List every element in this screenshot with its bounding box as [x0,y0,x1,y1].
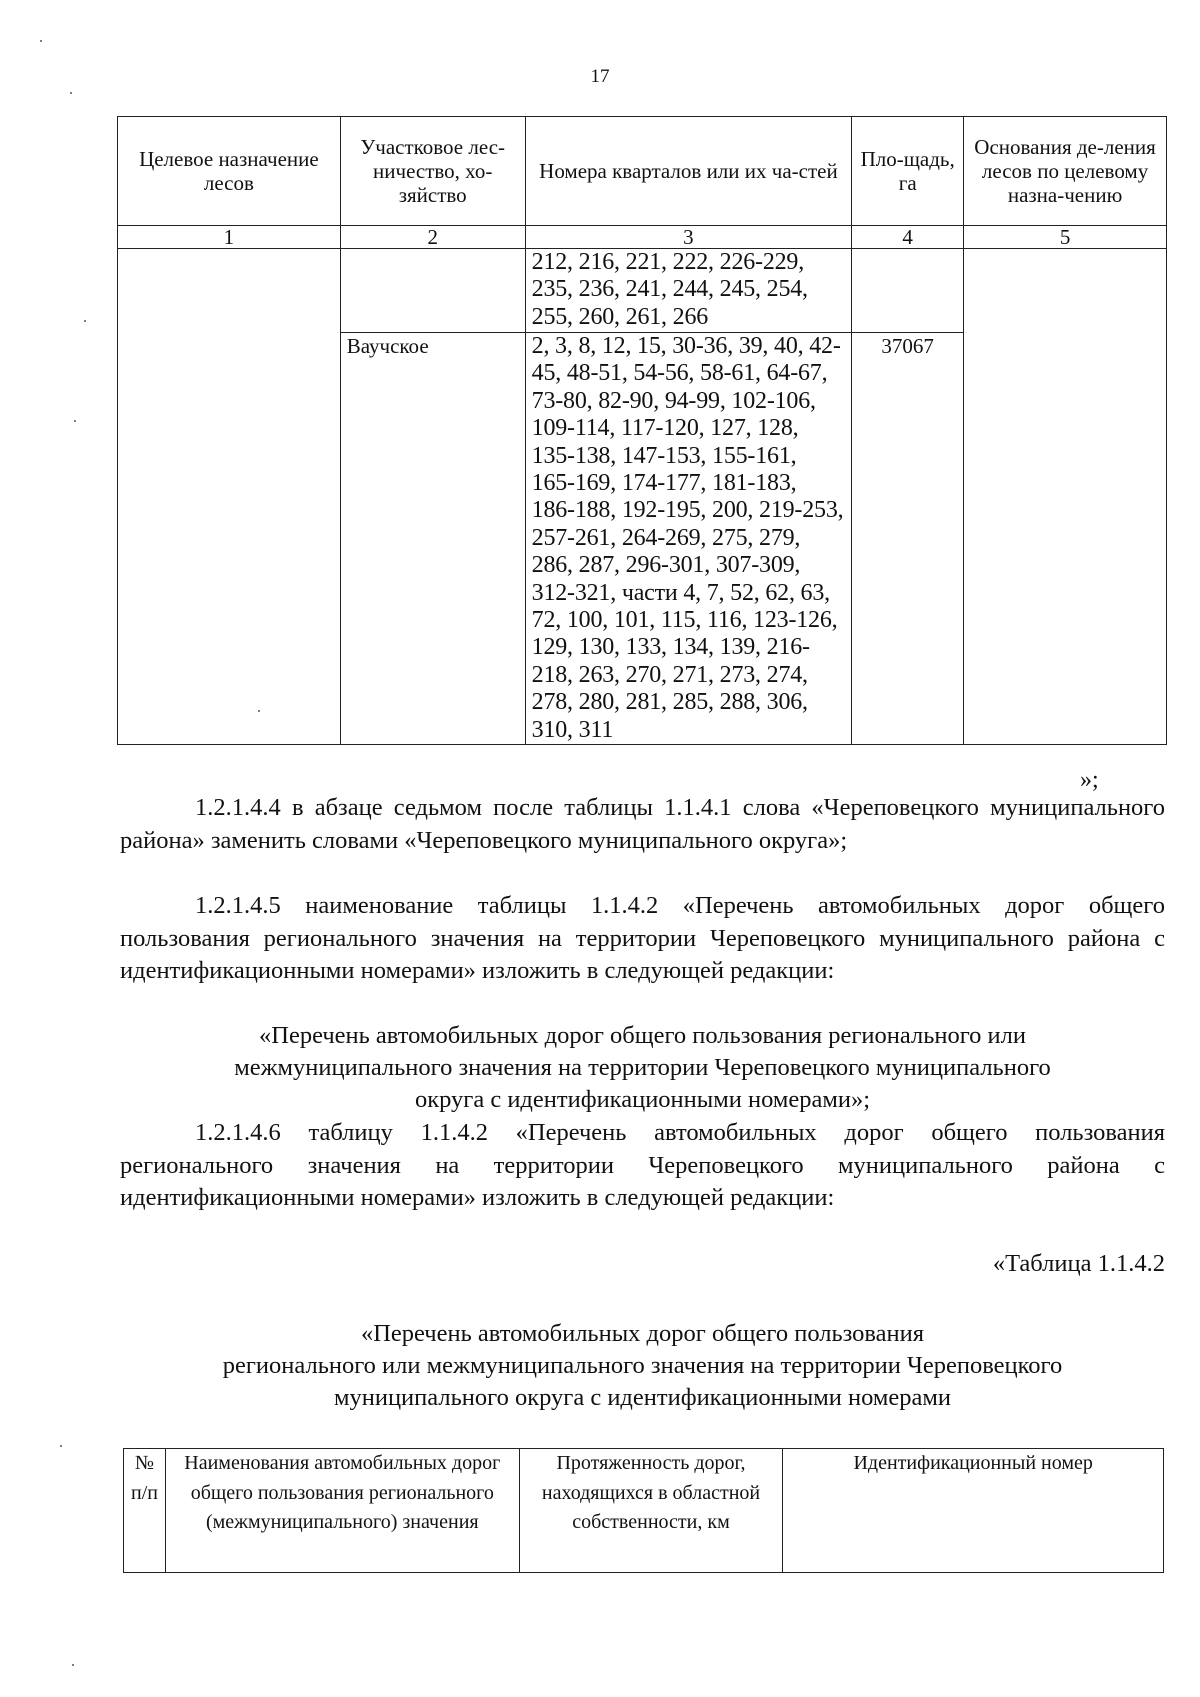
new-title-line-3: округа с идентификационными номерами»; [414,1086,871,1113]
column-number: 1 [118,226,341,249]
header-quarters: Номера кварталов или их ча-стей [525,117,852,226]
column-number: 4 [852,226,964,249]
paragraph-1-2-1-4-6: 1.2.1.4.6 таблицу 1.1.4.2 «Перечень автомобильных дорог общего пользования регионального значения на территории Череповецкого муниципального района с идентификационными номерами» изложить в следующей редакции: [120,1119,1165,1211]
area-cell [852,249,964,333]
header-id-number: Идентификационный номер [783,1449,1164,1573]
quarters-cell: 212, 216, 221, 222, 226-229, 235, 236, 241, 244, 245, 254, 255, 260, 261, 266 [525,249,852,333]
table-label: «Таблица 1.1.4.2 [992,1250,1165,1277]
header-forestry: Участковое лес-ничество, хо-зяйство [340,117,525,226]
header-area: Пло-щадь, га [852,117,964,226]
header-number: № п/п [124,1449,166,1573]
basis-cell [964,249,1167,745]
table-title-line-1: «Перечень автомобильных дорог общего пользования [360,1320,925,1347]
header-road-name: Наименования автомобильных дорог общего пользования регионального (межмуниципального) значения [165,1449,519,1573]
page-number: 17 [590,66,610,87]
column-number: 5 [964,226,1167,249]
scan-artifact [74,420,76,422]
paragraph-1-2-1-4-5: 1.2.1.4.5 наименование таблицы 1.1.4.2 «Перечень автомобильных дорог общего пользования регионального значения на территории Череповецкого муниципального района с идентификационными номерами» изложить в следующей редакции: [120,892,1165,984]
new-title-line-2: межмуниципального значения на территории Череповецкого муниципального [234,1054,1051,1081]
forest-purpose-table [117,116,1167,745]
roads-table [123,1448,1164,1573]
scan-artifact [258,710,260,712]
table-title-line-2: регионального или межмуниципального значения на территории Череповецкого [222,1352,1063,1379]
scan-artifact [72,1664,74,1666]
closing-quote: »; [1080,767,1099,793]
header-purpose: Целевое назначение лесов [118,117,341,226]
purpose-cell [118,249,341,745]
header-basis: Основания де-ления лесов по целевому назна-чению [964,117,1167,226]
forestry-cell: Ваучское [340,333,525,745]
new-title-line-1: «Перечень автомобильных дорог общего пользования регионального или [259,1022,1026,1049]
area-cell: 37067 [852,333,964,745]
quarters-cell: 2, 3, 8, 12, 15, 30-36, 39, 40, 42-45, 48-51, 54-56, 58-61, 64-67, 73-80, 82-90, 94-99, 102-106, 109-114, 117-120, 127, 128, 135-138, 147-153, 155-161, 165-169, 174-177, 181-183, 186-188, 192-195, 200, 219-253, 257-261, 264-269, 275, 279, 286, 287, 296-301, 307-309, 312-321, части 4, 7, 52, 62, 63, 72, 100, 101, 115, 116, 123-126, 129, 130, 133, 134, 139, 216-218, 263, 270, 271, 273, 274, 278, 280, 281, 285, 288, 306, 310, 311 [525,333,852,745]
paragraph-1-2-1-4-4: 1.2.1.4.4 в абзаце седьмом после таблицы 1.1.4.1 слова «Череповецкого муниципального района» заменить словами «Череповецкого муниципального округа»; [120,794,1165,854]
forestry-cell [340,249,525,333]
scan-artifact [84,320,86,322]
header-length: Протяженность дорог, находящихся в областной собственности, км [519,1449,783,1573]
column-number: 3 [525,226,852,249]
column-number: 2 [340,226,525,249]
scan-artifact [60,1445,62,1447]
scan-artifact [70,92,72,94]
table-title-line-3: муниципального округа с идентификационными номерами [333,1384,952,1411]
scan-artifact [40,40,42,42]
